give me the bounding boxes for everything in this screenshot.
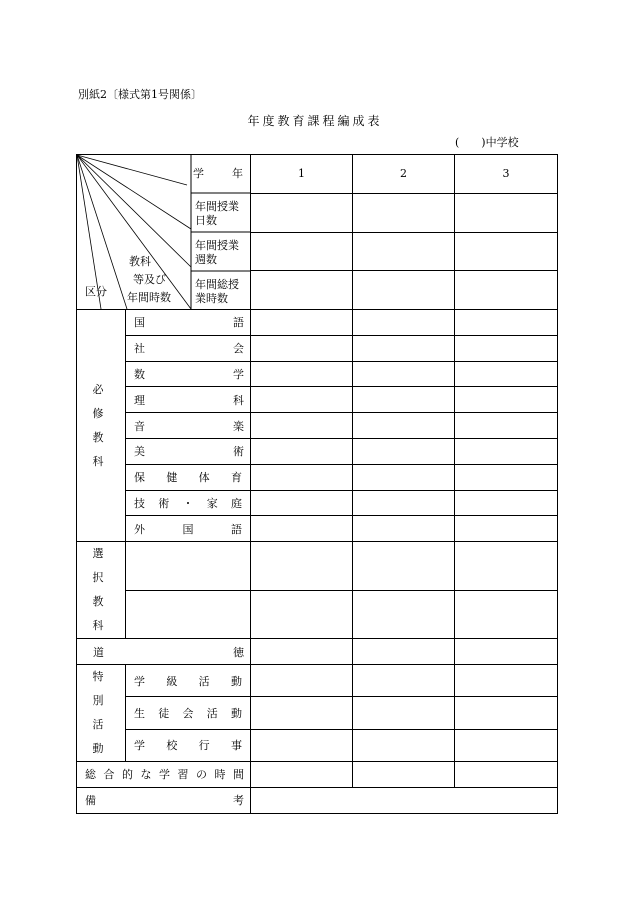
table-row <box>77 697 558 729</box>
subject-science: 理 科 <box>134 393 244 407</box>
cell[interactable] <box>455 387 558 413</box>
subject-japanese: 国 語 <box>134 316 244 330</box>
table-row <box>77 590 558 639</box>
cell[interactable] <box>251 729 353 761</box>
table-row <box>77 729 558 761</box>
grade-1-weeks[interactable] <box>251 232 352 271</box>
form-reference: 別紙2〔様式第1号関係〕 <box>78 88 202 101</box>
cell[interactable] <box>455 490 558 516</box>
cell[interactable] <box>353 590 455 639</box>
grade-1-label: 1 <box>298 167 305 181</box>
cell[interactable] <box>455 413 558 439</box>
cell[interactable] <box>353 516 455 542</box>
remarks-field[interactable] <box>251 787 558 813</box>
cell[interactable] <box>353 438 455 464</box>
cell[interactable] <box>251 639 353 665</box>
elective-subjects-group: 選 択 教 科 <box>77 542 126 639</box>
subject-art: 美 術 <box>134 445 244 459</box>
cell[interactable] <box>455 729 558 761</box>
cell[interactable] <box>455 516 558 542</box>
subject-social: 社 会 <box>134 342 244 356</box>
activity-class: 学 級 活 動 <box>134 674 242 688</box>
corner-label-category: 区分 <box>85 285 107 298</box>
subject-math: 数 学 <box>134 367 244 381</box>
table-row <box>77 387 558 413</box>
grade-2-weeks[interactable] <box>353 232 454 271</box>
required-subjects-group: 必 修 教 科 <box>77 310 126 542</box>
cell[interactable] <box>251 438 353 464</box>
grade-header-label: 学 年 <box>193 167 245 180</box>
cell[interactable] <box>353 639 455 665</box>
cell[interactable] <box>251 310 353 336</box>
table-row <box>77 639 558 665</box>
integrated-study: 総 合 的 な 学 習 の 時 間 <box>85 768 244 782</box>
grade-2-label: 2 <box>400 167 407 181</box>
grade-3-weeks[interactable] <box>455 232 557 271</box>
head-row-weeks-1: 年間授業 <box>195 239 239 252</box>
cell[interactable] <box>251 413 353 439</box>
cell[interactable] <box>455 361 558 387</box>
cell[interactable] <box>251 516 353 542</box>
cell[interactable] <box>455 639 558 665</box>
moral-education: 道 徳 <box>93 645 244 659</box>
cell[interactable] <box>353 464 455 490</box>
cell[interactable] <box>455 761 558 787</box>
corner-label-and: 等及び <box>133 273 166 286</box>
grade-1-days[interactable] <box>251 193 352 232</box>
table-row <box>77 516 558 542</box>
table-row <box>77 438 558 464</box>
table-row <box>77 361 558 387</box>
cell[interactable] <box>251 490 353 516</box>
cell[interactable] <box>455 335 558 361</box>
table-row <box>77 464 558 490</box>
table-row <box>77 761 558 787</box>
cell[interactable] <box>251 387 353 413</box>
cell[interactable] <box>251 542 353 591</box>
cell[interactable] <box>353 310 455 336</box>
table-row <box>77 310 558 336</box>
elective-subject-name[interactable] <box>126 590 251 639</box>
school-name-field[interactable]: ( )中学校 <box>455 136 519 149</box>
corner-label-subject: 教科 <box>129 255 151 268</box>
cell[interactable] <box>455 542 558 591</box>
head-row-total-1: 年間総授 <box>195 278 239 291</box>
grade-3-label: 3 <box>502 167 510 181</box>
head-row-days-1: 年間授業 <box>195 200 239 213</box>
table-row <box>77 664 558 696</box>
cell[interactable] <box>455 310 558 336</box>
subject-music: 音 楽 <box>134 419 244 433</box>
table-row <box>77 335 558 361</box>
subject-tech-home: 技 術 ・ 家 庭 <box>134 496 242 510</box>
cell[interactable] <box>251 664 353 696</box>
cell[interactable] <box>455 590 558 639</box>
grade-3-days[interactable] <box>455 193 557 232</box>
grade-1-total[interactable] <box>251 270 352 309</box>
cell[interactable] <box>353 542 455 591</box>
cell[interactable] <box>455 438 558 464</box>
cell[interactable] <box>455 697 558 729</box>
grade-3-total[interactable] <box>455 270 557 309</box>
head-row-days-2: 日数 <box>195 214 217 227</box>
special-activities-group: 特 別 活 動 <box>77 664 126 761</box>
cell[interactable] <box>251 361 353 387</box>
cell[interactable] <box>353 761 455 787</box>
corner-label-hours: 年間時数 <box>127 291 171 304</box>
activity-school-events: 学 校 行 事 <box>134 739 242 753</box>
cell[interactable] <box>455 464 558 490</box>
subject-foreign-language: 外 国 語 <box>134 522 242 536</box>
cell[interactable] <box>353 387 455 413</box>
cell[interactable] <box>353 490 455 516</box>
grade-2-total[interactable] <box>353 270 454 309</box>
table-row <box>77 787 558 813</box>
cell[interactable] <box>251 590 353 639</box>
cell[interactable] <box>353 664 455 696</box>
cell[interactable] <box>251 697 353 729</box>
cell[interactable] <box>251 464 353 490</box>
activity-student-council: 生 徒 会 活 動 <box>134 706 242 720</box>
form-title: 年度教育課程編成表 <box>247 114 383 128</box>
cell[interactable] <box>353 413 455 439</box>
cell[interactable] <box>251 761 353 787</box>
curriculum-table <box>76 154 558 814</box>
cell[interactable] <box>251 335 353 361</box>
head-row-weeks-2: 週数 <box>195 253 217 266</box>
cell[interactable] <box>353 697 455 729</box>
remarks-label: 備 考 <box>85 794 244 808</box>
table-row <box>77 413 558 439</box>
cell[interactable] <box>455 664 558 696</box>
cell[interactable] <box>353 361 455 387</box>
table-row <box>77 490 558 516</box>
grade-2-days[interactable] <box>353 193 454 232</box>
elective-subject-name[interactable] <box>126 542 251 591</box>
head-row-total-2: 業時数 <box>195 292 228 305</box>
table-row <box>77 542 558 591</box>
subject-pe: 保 健 体 育 <box>134 471 242 485</box>
corner-cell <box>77 155 251 310</box>
cell[interactable] <box>353 729 455 761</box>
cell[interactable] <box>353 335 455 361</box>
